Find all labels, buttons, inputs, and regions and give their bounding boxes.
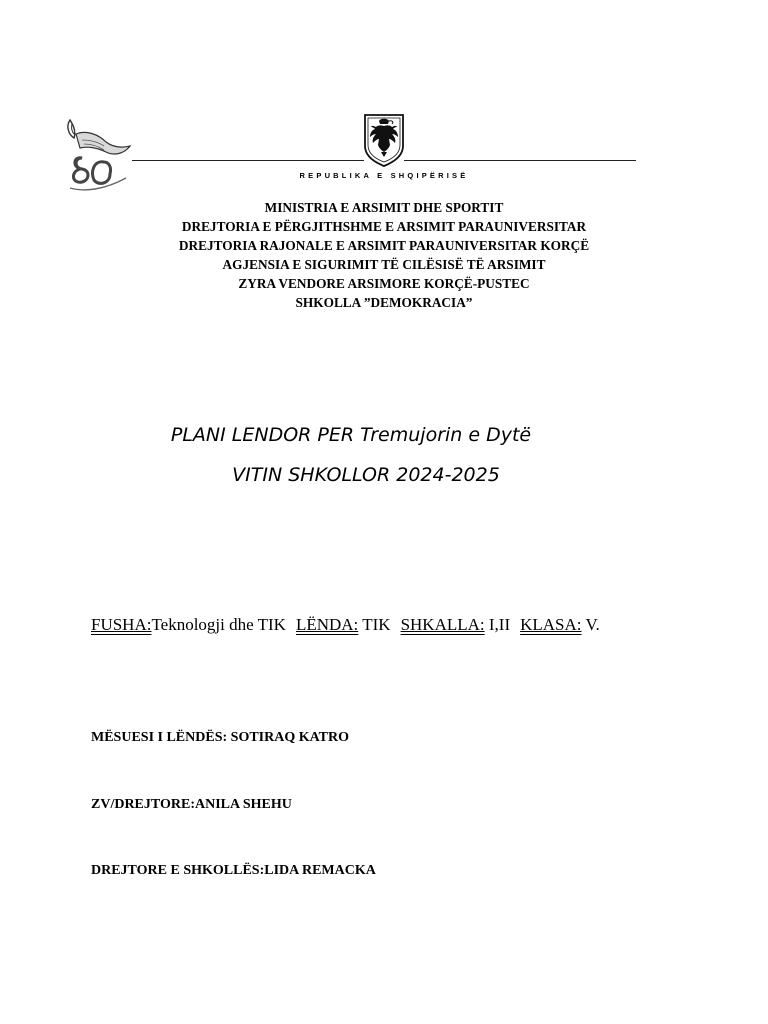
institution-local-office: ZYRA VENDORE ARSIMORE KORÇË-PUSTEC [238, 276, 530, 291]
80-anniversary-logo-icon [60, 112, 134, 194]
plan-school-year: VITIN SHKOLLOR 2024-2025 [232, 464, 500, 486]
albanian-eagle-emblem-icon [362, 112, 406, 168]
subject-info-row [91, 615, 600, 635]
subject-value: TIK [362, 615, 391, 634]
class-label: KLASA: [520, 615, 582, 634]
level-label: SHKALLA: [400, 615, 485, 634]
institution-school: SHKOLLA ”DEMOKRACIA” [295, 295, 473, 310]
field-label: FUSHA: [91, 615, 152, 634]
director-line: DREJTORE E SHKOLLËS:LIDA REMACKA [91, 863, 376, 878]
plan-title: PLANI LENDOR PER Tremujorin e Dytë [170, 424, 532, 446]
header-rule-right [404, 160, 636, 161]
header-rule-left [132, 160, 364, 161]
institution-general-directorate: DREJTORIA E PËRGJITHSHME E ARSIMIT PARAUNIVERSITAR [181, 219, 587, 234]
institution-quality-agency: AGJENSIA E SIGURIMIT TË CILËSISË TË ARSIMIT [222, 257, 546, 272]
institution-regional-directorate: DREJTORIA RAJONALE E ARSIMIT PARAUNIVERSITAR KORÇË [178, 238, 590, 253]
institutions-block [0, 198, 768, 312]
level-value: I,II [488, 615, 511, 634]
field-value: Teknologji dhe TIK [151, 615, 286, 634]
republic-label: REPUBLIKA E SHQIPËRISË [299, 171, 469, 180]
class-value: V. [585, 615, 600, 634]
subject-label: LËNDA: [295, 615, 359, 634]
institution-ministry: MINISTRIA E ARSIMIT DHE SPORTIT [264, 200, 504, 215]
teacher-line: MËSUESI I LËNDËS: SOTIRAQ KATRO [91, 730, 350, 745]
vice-director-line: ZV/DREJTORE:ANILA SHEHU [91, 797, 292, 812]
